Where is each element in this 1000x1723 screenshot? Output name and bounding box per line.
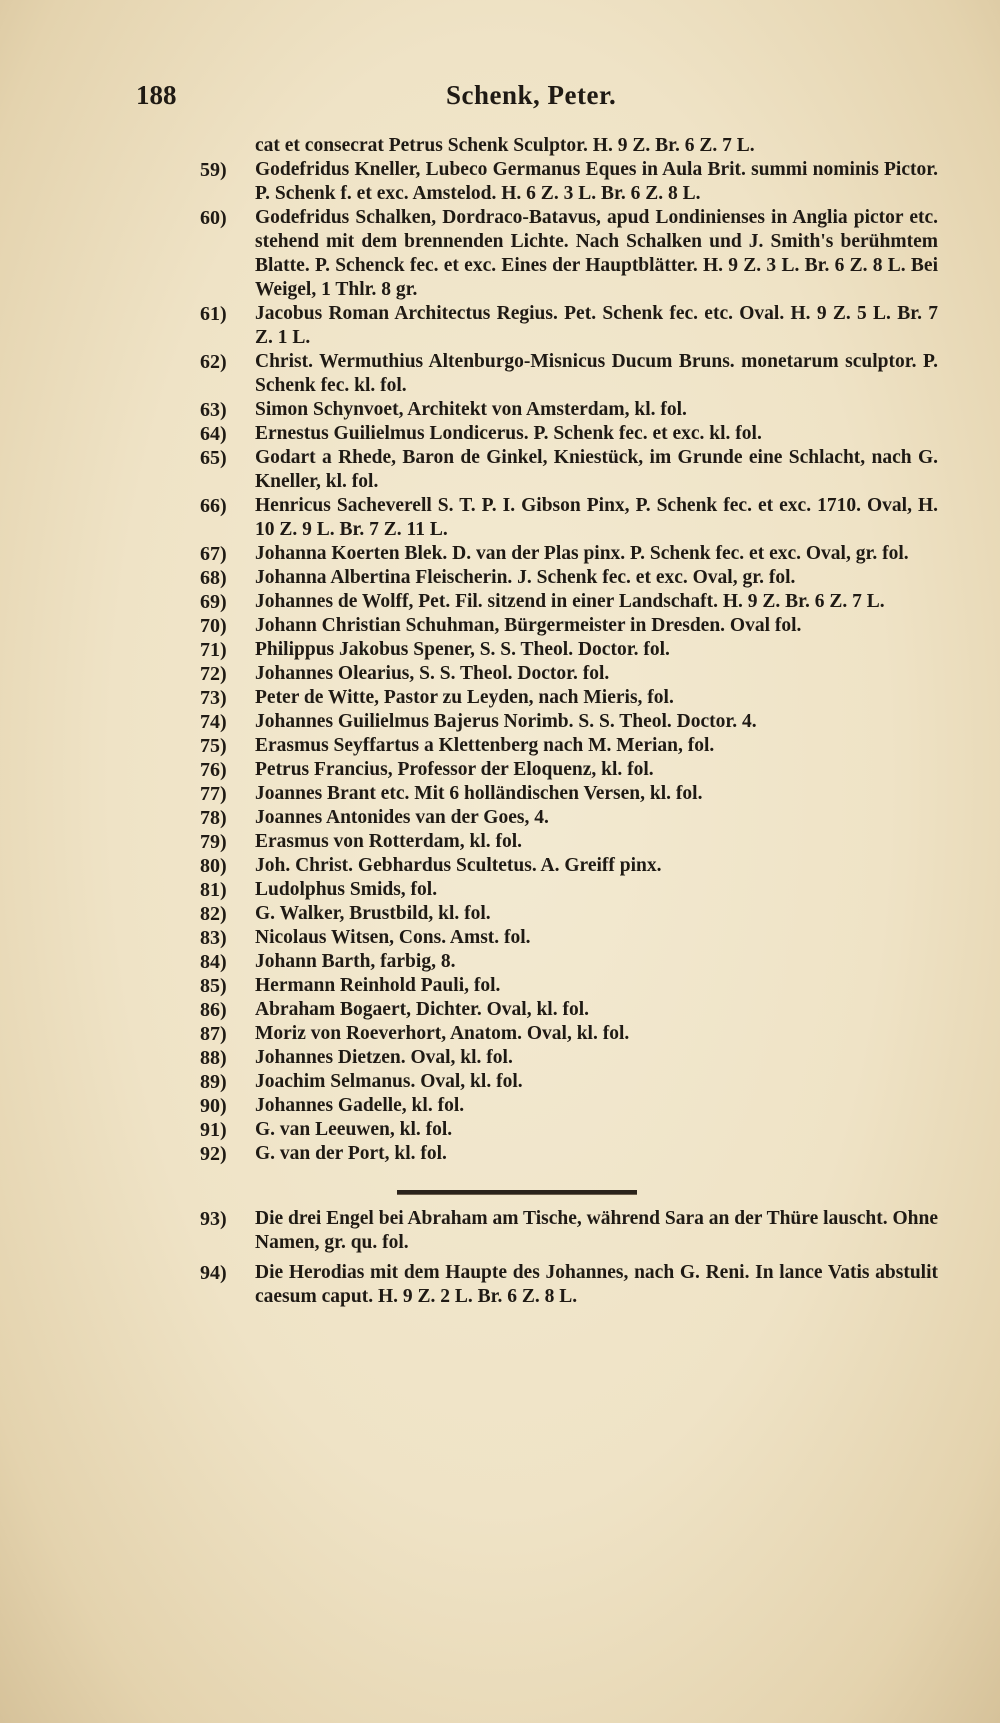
entry-number: 70) <box>200 615 227 637</box>
catalogue-entry <box>0 446 1000 494</box>
entry-text: Joachim Selmanus. Oval, kl. fol. <box>255 1071 523 1092</box>
running-head: Schenk, Peter. <box>446 80 617 110</box>
entry-number: 88) <box>200 1047 227 1069</box>
catalogue-entry <box>0 662 1000 686</box>
entry-number: 92) <box>200 1143 227 1165</box>
entry-number: 87) <box>200 1023 227 1045</box>
entry-list <box>0 158 1000 1166</box>
entry-number: 65) <box>200 447 227 469</box>
entry-number: 68) <box>200 567 227 589</box>
entry-text: Ernestus Guilielmus Londicerus. P. Schenk fec. et exc. kl. fol. <box>255 423 762 444</box>
entry-text: Die drei Engel bei Abraham am Tische, während Sara an der Thüre lauscht. Ohne Namen, gr. qu. fol. <box>255 1208 938 1253</box>
entry-text: Johannes Guilielmus Bajerus Norimb. S. S. Theol. Doctor. 4. <box>255 711 757 732</box>
catalogue-entry <box>0 638 1000 662</box>
entry-number: 78) <box>200 807 227 829</box>
entry-text: Johannes Olearius, S. S. Theol. Doctor. fol. <box>255 663 610 684</box>
entry-number: 86) <box>200 999 227 1021</box>
catalogue-entry <box>0 782 1000 806</box>
entry-text: Hermann Reinhold Pauli, fol. <box>255 975 501 996</box>
catalogue-entry <box>0 926 1000 950</box>
entry-number: 75) <box>200 735 227 757</box>
catalogue-entry <box>0 614 1000 638</box>
catalogue-entry <box>0 1118 1000 1142</box>
catalogue-entry <box>0 734 1000 758</box>
catalogue-entry <box>0 950 1000 974</box>
entry-number: 62) <box>200 351 227 373</box>
entry-text: Godart a Rhede, Baron de Ginkel, Kniestück, im Grunde eine Schlacht, nach G. Kneller, kl. fol. <box>255 447 938 492</box>
entry-number: 71) <box>200 639 227 661</box>
entry-number: 76) <box>200 759 227 781</box>
entry-text: G. Walker, Brustbild, kl. fol. <box>255 903 491 924</box>
entry-text: Johann Barth, farbig, 8. <box>255 951 456 972</box>
entry-text: Henricus Sacheverell S. T. P. I. Gibson Pinx, P. Schenk fec. et exc. 1710. Oval, H. 10 Z. 9 L. Br. 7 Z. 11 L. <box>255 495 938 540</box>
entry-text: Nicolaus Witsen, Cons. Amst. fol. <box>255 927 531 948</box>
catalogue-entry <box>0 1142 1000 1166</box>
page-number: 188 <box>136 80 177 110</box>
entry-text: Simon Schynvoet, Architekt von Amsterdam, kl. fol. <box>255 399 687 420</box>
entry-text: Die Herodias mit dem Haupte des Johannes, nach G. Reni. In lance Vatis abstulit caesum caput. H. 9 Z. 2 L. Br. 6 Z. 8 L. <box>255 1262 938 1307</box>
entry-text: Joannes Antonides van der Goes, 4. <box>255 807 549 828</box>
entry-number: 59) <box>200 159 227 181</box>
catalogue-entry <box>0 350 1000 398</box>
entry-number: 61) <box>200 303 227 325</box>
entry-text: G. van der Port, kl. fol. <box>255 1143 447 1164</box>
catalogue-entry <box>0 1207 1000 1255</box>
catalogue-entry <box>0 1070 1000 1094</box>
entry-text: Johannes de Wolff, Pet. Fil. sitzend in einer Landschaft. H. 9 Z. Br. 6 Z. 7 L. <box>255 591 885 612</box>
page-header <box>136 80 940 120</box>
entry-text: Johann Christian Schuhman, Bürgermeister in Dresden. Oval fol. <box>255 615 802 636</box>
entry-number: 67) <box>200 543 227 565</box>
entry-number: 63) <box>200 399 227 421</box>
entry-text: Johannes Dietzen. Oval, kl. fol. <box>255 1047 513 1068</box>
entry-text: Godefridus Kneller, Lubeco Germanus Eques in Aula Brit. summi nominis Pictor. P. Schenk f. et exc. Amstelod. H. 6 Z. 3 L. Br. 6 Z. 8 L. <box>255 159 938 204</box>
entry-number: 73) <box>200 687 227 709</box>
catalogue-entry <box>0 878 1000 902</box>
entry-number: 84) <box>200 951 227 973</box>
catalogue-entry <box>0 830 1000 854</box>
catalogue-entry <box>0 566 1000 590</box>
entry-text: Joh. Christ. Gebhardus Scultetus. A. Greiff pinx. <box>255 855 662 876</box>
catalogue-entry <box>0 1261 1000 1309</box>
catalogue-entry <box>0 854 1000 878</box>
entry-text: Petrus Francius, Professor der Eloquenz, kl. fol. <box>255 759 654 780</box>
continuation-text: cat et consecrat Petrus Schenk Sculptor. H. 9 Z. Br. 6 Z. 7 L. <box>255 135 755 156</box>
entry-text: Godefridus Schalken, Dordraco-Batavus, apud Londinienses in Anglia pictor etc. stehend mit dem brennenden Lichte. Nach Schalken und J. Smith's berühmtem Blatte. P. Schenck fec. et exc. Eines der Hauptblätter. H. 9 Z. 3 L. Br. 6 Z. 8 L. Bei Weigel, 1 Thlr. 8 gr. <box>255 207 938 300</box>
entry-number: 80) <box>200 855 227 877</box>
catalogue-entry <box>0 494 1000 542</box>
catalogue-entry <box>0 1094 1000 1118</box>
catalogue-entry <box>0 1046 1000 1070</box>
entry-number: 60) <box>200 207 227 229</box>
entry-number: 69) <box>200 591 227 613</box>
entry-number: 89) <box>200 1071 227 1093</box>
entry-text: Joannes Brant etc. Mit 6 holländischen Versen, kl. fol. <box>255 783 703 804</box>
entry-number: 72) <box>200 663 227 685</box>
entry-text: Jacobus Roman Architectus Regius. Pet. Schenk fec. etc. Oval. H. 9 Z. 5 L. Br. 7 Z. 1 L. <box>255 303 938 348</box>
entry-number: 81) <box>200 879 227 901</box>
catalogue-entry <box>0 710 1000 734</box>
entry-text: Johanna Albertina Fleischerin. J. Schenk fec. et exc. Oval, gr. fol. <box>255 567 796 588</box>
entry-text: G. van Leeuwen, kl. fol. <box>255 1119 453 1140</box>
entry-number: 79) <box>200 831 227 853</box>
entry-text: Erasmus Seyffartus a Klettenberg nach M. Merian, fol. <box>255 735 715 756</box>
catalogue-entry <box>0 422 1000 446</box>
catalogue-entry <box>0 974 1000 998</box>
entry-number: 64) <box>200 423 227 445</box>
catalogue-entry <box>0 398 1000 422</box>
catalogue-entry <box>0 542 1000 566</box>
entry-number: 91) <box>200 1119 227 1141</box>
entry-number: 83) <box>200 927 227 949</box>
entry-number: 66) <box>200 495 227 517</box>
section-divider <box>397 1190 637 1195</box>
catalogue-entry <box>0 302 1000 350</box>
entry-number: 82) <box>200 903 227 925</box>
entry-number: 94) <box>200 1262 227 1284</box>
catalogue-entry <box>0 590 1000 614</box>
catalogue-text <box>0 134 1000 1309</box>
entry-text: Ludolphus Smids, fol. <box>255 879 438 900</box>
entry-number: 85) <box>200 975 227 997</box>
entry-text: Erasmus von Rotterdam, kl. fol. <box>255 831 523 852</box>
entry-text: Peter de Witte, Pastor zu Leyden, nach Mieris, fol. <box>255 687 674 708</box>
entry-number: 90) <box>200 1095 227 1117</box>
catalogue-entry <box>0 206 1000 302</box>
entry-text: Philippus Jakobus Spener, S. S. Theol. Doctor. fol. <box>255 639 670 660</box>
entry-text: Moriz von Roeverhort, Anatom. Oval, kl. fol. <box>255 1023 630 1044</box>
catalogue-entry <box>0 902 1000 926</box>
entry-number: 77) <box>200 783 227 805</box>
catalogue-entry <box>0 158 1000 206</box>
catalogue-entry <box>0 806 1000 830</box>
entry-text: Abraham Bogaert, Dichter. Oval, kl. fol. <box>255 999 590 1020</box>
entry-text: Johanna Koerten Blek. D. van der Plas pinx. P. Schenk fec. et exc. Oval, gr. fol. <box>255 543 909 564</box>
catalogue-entry <box>0 758 1000 782</box>
entry-text: Johannes Gadelle, kl. fol. <box>255 1095 465 1116</box>
entry-number: 93) <box>200 1208 227 1230</box>
catalogue-entry <box>0 1022 1000 1046</box>
entry-text: Christ. Wermuthius Altenburgo-Misnicus Ducum Bruns. monetarum sculptor. P. Schenk fec. kl. fol. <box>255 351 938 396</box>
entry-number: 74) <box>200 711 227 733</box>
catalogue-entry <box>0 686 1000 710</box>
entry-list-after-divider <box>0 1207 1000 1309</box>
catalogue-entry <box>0 998 1000 1022</box>
